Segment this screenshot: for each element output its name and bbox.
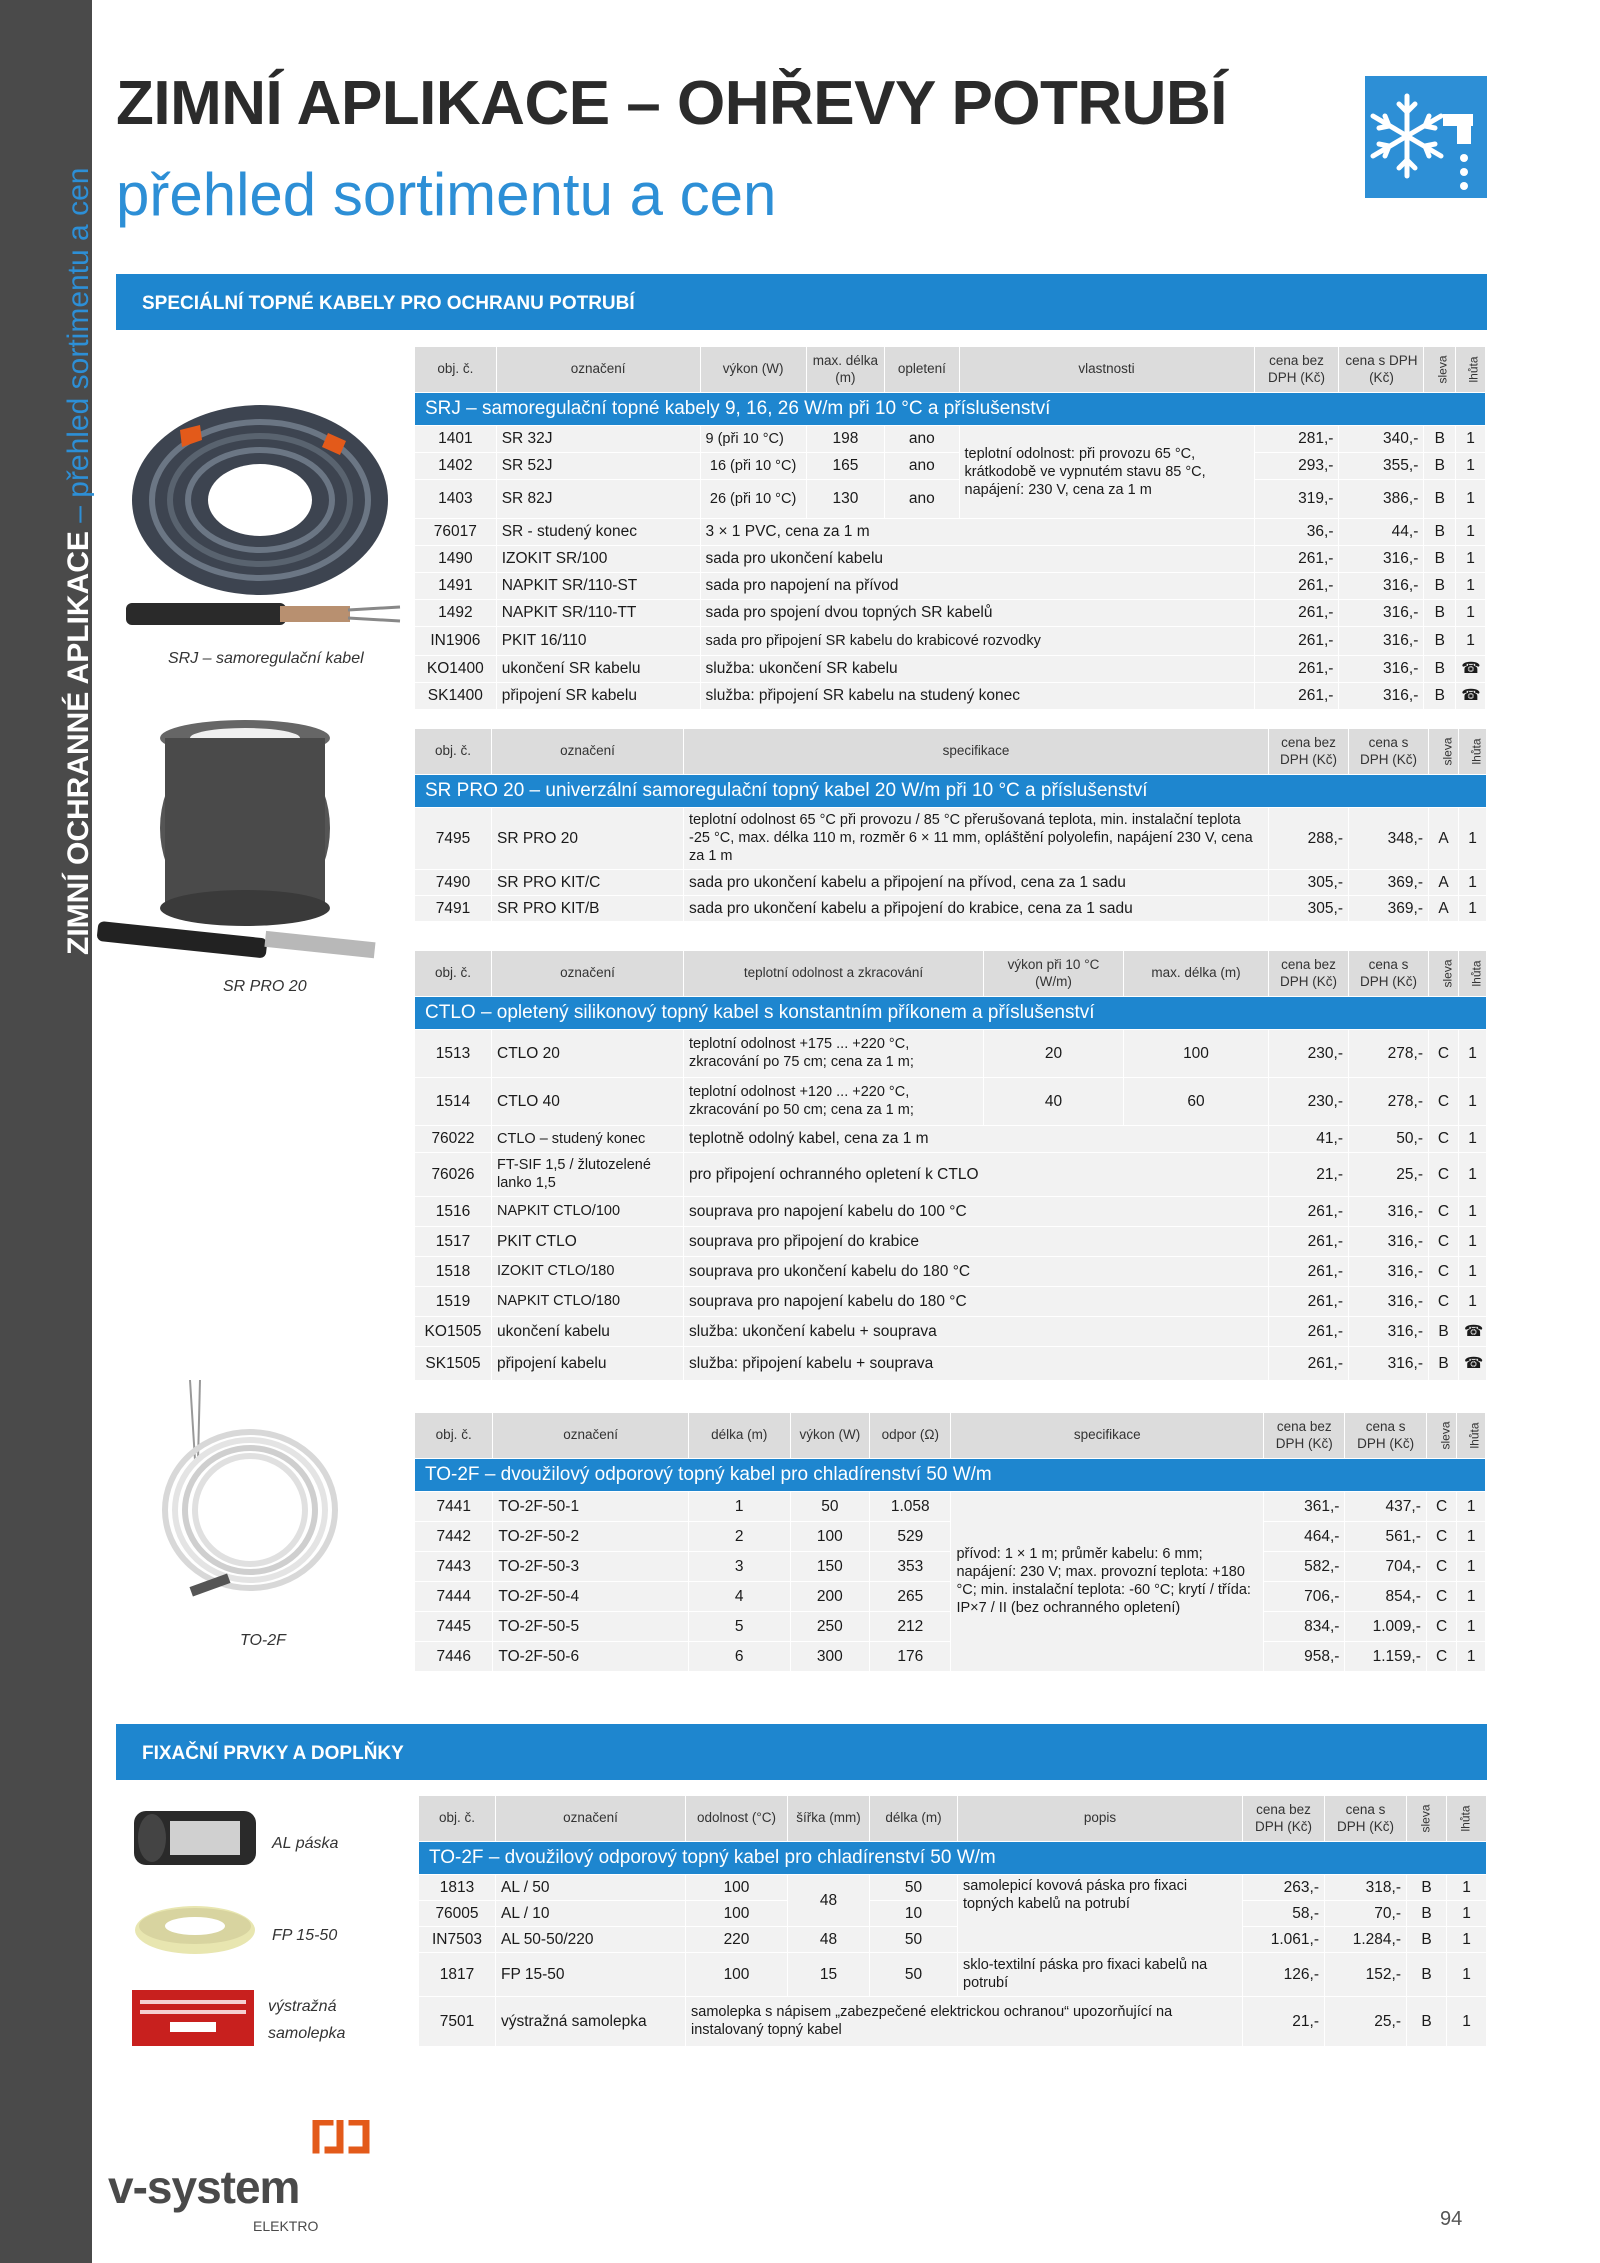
table-row: 76005 AL / 10 100 10 58,- 70,- B 1 — [419, 1900, 1487, 1926]
brand-name: v-system — [108, 2161, 300, 2213]
col-lhuta: lhůta — [1447, 1796, 1487, 1842]
col-lhuta: lhůta — [1459, 951, 1487, 997]
table-row: SK1505 připojení kabelu služba: připojení kabelu + souprava 261,- 316,- B ☎ — [415, 1346, 1487, 1380]
col-odpor: odpor (Ω) — [870, 1413, 951, 1459]
al-width-shared: 48 — [788, 1874, 870, 1926]
col-popis: popis — [958, 1796, 1243, 1842]
table-sr-pro — [414, 728, 1487, 922]
col-teplotni-odolnost: teplotní odolnost a zkracování — [684, 951, 984, 997]
table-row: 1813 AL / 50 100 48 50 samolepicí kovová páska pro fixaci topných kabelů na potrubí 263,- 318,- B 1 — [419, 1874, 1487, 1900]
page-title: ZIMNÍ APLIKACE – OHŘEVY POTRUBÍ — [116, 69, 1227, 138]
table-row: 7445 TO-2F-50-5 5 250 212 834,- 1.009,- C 1 — [415, 1611, 1486, 1641]
col-max-delka: max. délka (m) — [806, 347, 885, 393]
table-row: 1817 FP 15-50 100 15 50 sklo-textilní páska pro fixaci kabelů na potrubí 126,- 152,- B 1 — [419, 1952, 1487, 1996]
to2f-specification: přívod: 1 × 1 m; průměr kabelu: 6 mm; napájení: 230 V; max. provozní teplota: +180 °C; min. instalační teplota: -60 °C; krytí / třída: IP×7 / II (bez ochranného opletení) — [951, 1491, 1264, 1671]
group-to2f: TO-2F – dvoužilový odporový topný kabel pro chladírenství 50 W/m — [415, 1459, 1486, 1492]
table-row: 7443 TO-2F-50-3 3 150 353 582,- 704,- C 1 — [415, 1551, 1486, 1581]
col-cena-bez: cena bez DPH (Kč) — [1243, 1796, 1325, 1842]
col-specifikace: specifikace — [951, 1413, 1264, 1459]
col-cena-s: cena s DPH (Kč) — [1349, 951, 1429, 997]
caption-sr-pro: SR PRO 20 — [223, 978, 307, 995]
col-obj: obj. č. — [415, 951, 492, 997]
table-row: 7442 TO-2F-50-2 2 100 529 464,- 561,- C 1 — [415, 1521, 1486, 1551]
col-sleva: sleva — [1424, 347, 1456, 393]
col-vykon: výkon při 10 °C (W/m) — [984, 951, 1124, 997]
group-fixing: TO-2F – dvoužilový odporový topný kabel pro chladírenství 50 W/m — [419, 1842, 1487, 1875]
srj-cable-image — [120, 385, 410, 655]
table-row: 76022 CTLO – studený konec teplotně odolný kabel, cena za 1 m 41,- 50,- C 1 — [415, 1125, 1487, 1152]
col-obj: obj. č. — [415, 729, 492, 775]
table-fixing — [418, 1795, 1487, 2047]
section-bar-cables: SPECIÁLNÍ TOPNÉ KABELY PRO OCHRANU POTRUBÍ — [116, 274, 1487, 330]
phone-icon: ☎ — [1456, 683, 1486, 710]
phone-icon: ☎ — [1459, 1346, 1487, 1380]
table-row: 76017 SR - studený konec 3 × 1 PVC, cena za 1 m 36,- 44,- B 1 — [415, 519, 1486, 546]
col-cena-s: cena s DPH (Kč) — [1339, 347, 1424, 393]
table-to2f — [414, 1412, 1486, 1672]
caption-to2f: TO-2F — [240, 1632, 286, 1649]
col-lhuta: lhůta — [1456, 347, 1486, 393]
phone-icon: ☎ — [1456, 656, 1486, 683]
col-lhuta: lhůta — [1457, 1413, 1486, 1459]
brand-sub: ELEKTRO — [253, 2218, 319, 2234]
col-delka: délka (m) — [688, 1413, 790, 1459]
col-delka: délka (m) — [870, 1796, 958, 1842]
section-bar-fixing: FIXAČNÍ PRVKY A DOPLŇKY — [116, 1724, 1487, 1780]
group-srj: SRJ – samoregulační topné kabely 9, 16, 26 W/m při 10 °C a příslušenství — [415, 393, 1486, 426]
table-row: 1492 NAPKIT SR/110-TT sada pro spojení dvou topných SR kabelů 261,- 316,- B 1 — [415, 600, 1486, 627]
col-specifikace: specifikace — [684, 729, 1269, 775]
table-row: 1513 CTLO 20 teplotní odolnost +175 ... +220 °C, zkracování po 75 cm; cena za 1 m; 20 100 230,- 278,- C 1 — [415, 1029, 1487, 1077]
table-row: 7490 SR PRO KIT/C sada pro ukončení kabelu a připojení na přívod, cena za 1 sadu 305,- 369,- A 1 — [415, 869, 1487, 895]
col-sleva: sleva — [1429, 729, 1459, 775]
col-obj: obj. č. — [415, 347, 497, 393]
col-lhuta: lhůta — [1459, 729, 1487, 775]
table-row: 1490 IZOKIT SR/100 sada pro ukončení kabelu 261,- 316,- B 1 — [415, 546, 1486, 573]
to2f-cable-image — [150, 1380, 350, 1615]
col-cena-bez: cena bez DPH (Kč) — [1269, 951, 1349, 997]
table-row: 76026 FT-SIF 1,5 / žlutozelené lanko 1,5 pro připojení ochranného opletení k CTLO 21,- 25,- C 1 — [415, 1152, 1487, 1196]
col-cena-bez: cena bez DPH (Kč) — [1254, 347, 1339, 393]
col-sleva: sleva — [1407, 1796, 1447, 1842]
col-sirka: šířka (mm) — [788, 1796, 870, 1842]
col-sleva: sleva — [1429, 951, 1459, 997]
table-srj — [414, 346, 1486, 710]
table-row: IN7503 AL 50-50/220 220 48 50 1.061,- 1.284,- B 1 — [419, 1926, 1487, 1952]
col-vlastnosti: vlastnosti — [959, 347, 1254, 393]
table-row: 7491 SR PRO KIT/B sada pro ukončení kabelu a připojení do krabice, cena za 1 sadu 305,- 369,- A 1 — [415, 895, 1487, 921]
table-row: KO1400 ukončení SR kabelu služba: ukončení SR kabelu 261,- 316,- B ☎ — [415, 656, 1486, 683]
col-odolnost: odolnost (°C) — [686, 1796, 788, 1842]
col-sleva: sleva — [1426, 1413, 1457, 1459]
col-oznaceni: označení — [492, 951, 684, 997]
col-opleteni: opletení — [885, 347, 959, 393]
sidebar-band — [0, 0, 95, 2263]
col-oznaceni: označení — [492, 729, 684, 775]
sr-pro-cable-image — [95, 718, 405, 973]
fp-tape-image — [130, 1900, 260, 1965]
group-sr-pro: SR PRO 20 – univerzální samoregulační topný kabel 20 W/m při 10 °C a příslušenství — [415, 775, 1487, 808]
col-cena-s: cena s DPH (Kč) — [1349, 729, 1429, 775]
table-row: SK1400 připojení SR kabelu služba: připojení SR kabelu na studený konec 261,- 316,- B ☎ — [415, 683, 1486, 710]
table-row: 7441 TO-2F-50-1 1 50 1.058 přívod: 1 × 1 m; průměr kabelu: 6 mm; napájení: 230 V; max. provozní teplota: +180 °C; min. instalační teplota: -60 °C; krytí / třída: IP×7 / II (bez ochranného opletení) 361,- 437,- C 1 — [415, 1491, 1486, 1521]
table-row: 1519 NAPKIT CTLO/180 souprava pro napojení kabelu do 180 °C 261,- 316,- C 1 — [415, 1286, 1487, 1316]
col-oznaceni: označení — [493, 1413, 688, 1459]
col-vykon: výkon (W) — [700, 347, 806, 393]
srj-properties: teplotní odolnost: při provozu 65 °C, krátkodobě ve vypnutém stavu 85 °C, napájení: 230 V, cena za 1 m — [959, 426, 1254, 519]
al-tape-image — [130, 1805, 260, 1876]
sidebar-title-bold: ZIMNÍ OCHRANNÉ APLIKACE — [62, 531, 95, 955]
group-ctlo: CTLO – opletený silikonový topný kabel s konstantním příkonem a příslušenství — [415, 997, 1487, 1030]
caption-al: AL páska — [272, 1835, 339, 1852]
table-ctlo — [414, 950, 1487, 1381]
page-number: 94 — [1440, 2208, 1463, 2230]
col-obj: obj. č. — [415, 1413, 493, 1459]
caption-sticker: výstražná samolepka — [268, 1998, 346, 2042]
col-cena-bez: cena bez DPH (Kč) — [1269, 729, 1349, 775]
table-row: 7495 SR PRO 20 teplotní odolnost 65 °C při provozu / 85 °C přerušovaná teplota, min. instalační teplota -25 °C, max. délka 110 m, rozměr 6 × 11 mm, opláštění polyolefin, napájení 230 V, cena za 1 m 288,- 348,- A 1 — [415, 807, 1487, 869]
warning-sticker-image — [132, 1990, 254, 2051]
table-row: 1516 NAPKIT CTLO/100 souprava pro napojení kabelu do 100 °C 261,- 316,- C 1 — [415, 1196, 1487, 1226]
table-row: 1517 PKIT CTLO souprava pro připojení do krabice 261,- 316,- C 1 — [415, 1226, 1487, 1256]
table-row: 1402 SR 52J 16 (při 10 °C) 165 ano 293,- 355,- B 1 — [415, 453, 1486, 480]
table-row: IN1906 PKIT 16/110 sada pro připojení SR kabelu do krabicové rozvodky 261,- 316,- B 1 — [415, 627, 1486, 656]
sidebar-title-thin: – přehled sortimentu a cen — [62, 167, 95, 523]
v-system-logo — [108, 2160, 319, 2234]
table-row: 1491 NAPKIT SR/110-ST sada pro napojení na přívod 261,- 316,- B 1 — [415, 573, 1486, 600]
col-oznaceni: označení — [496, 1796, 686, 1842]
table-row: 1518 IZOKIT CTLO/180 souprava pro ukončení kabelu do 180 °C 261,- 316,- C 1 — [415, 1256, 1487, 1286]
caption-srj: SRJ – samoregulační kabel — [168, 650, 364, 667]
al-tape-description: samolepicí kovová páska pro fixaci topných kabelů na potrubí — [958, 1874, 1243, 1952]
snowflake-faucet-icon — [1365, 76, 1487, 198]
col-oznaceni: označení — [496, 347, 700, 393]
col-obj: obj. č. — [419, 1796, 496, 1842]
col-max-delka: max. délka (m) — [1124, 951, 1269, 997]
col-vykon: výkon (W) — [790, 1413, 869, 1459]
col-cena-bez: cena bez DPH (Kč) — [1264, 1413, 1345, 1459]
phone-icon: ☎ — [1459, 1316, 1487, 1346]
table-row: 1514 CTLO 40 teplotní odolnost +120 ... +220 °C, zkracování po 50 cm; cena za 1 m; 40 60 230,- 278,- C 1 — [415, 1077, 1487, 1125]
page-subtitle: přehled sortimentu a cen — [116, 161, 777, 228]
table-row: 7501 výstražná samolepka samolepka s nápisem „zabezpečené elektrickou ochranou“ upozorňující na instalovaný topný kabel 21,- 25,- B 1 — [419, 1996, 1487, 2046]
caption-fp: FP 15-50 — [272, 1927, 338, 1944]
table-row: KO1505 ukončení kabelu služba: ukončení kabelu + souprava 261,- 316,- B ☎ — [415, 1316, 1487, 1346]
table-row: 1401 SR 32J 9 (při 10 °C) 198 ano teplotní odolnost: při provozu 65 °C, krátkodobě ve vypnutém stavu 85 °C, napájení: 230 V, cena za 1 m 281,- 340,- B 1 — [415, 426, 1486, 453]
col-cena-s: cena s DPH (Kč) — [1345, 1413, 1426, 1459]
col-cena-s: cena s DPH (Kč) — [1325, 1796, 1407, 1842]
sidebar-vertical-title — [62, 168, 96, 955]
table-row: 7444 TO-2F-50-4 4 200 265 706,- 854,- C 1 — [415, 1581, 1486, 1611]
table-row: 1403 SR 82J 26 (při 10 °C) 130 ano 319,- 386,- B 1 — [415, 480, 1486, 519]
table-row: 7446 TO-2F-50-6 6 300 176 958,- 1.159,- C 1 — [415, 1641, 1486, 1671]
